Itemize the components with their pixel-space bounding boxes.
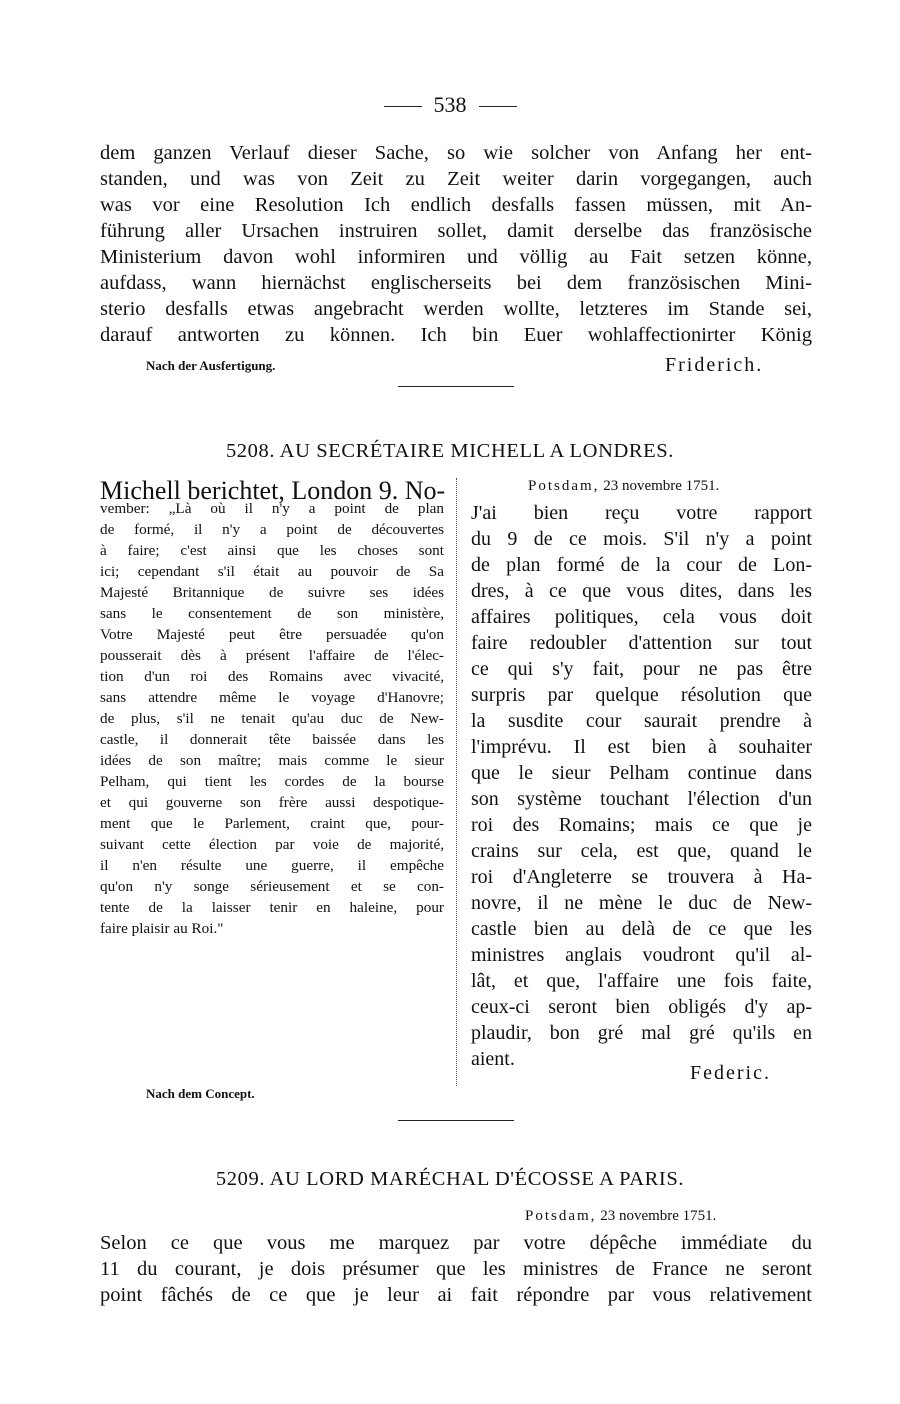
summary-line: suivant cette élection par voie de majorité,	[100, 836, 444, 853]
letter-line: ce qui s'y fait, pour ne pas être	[471, 658, 812, 680]
date-text: 23 novembre 1751.	[603, 478, 720, 494]
summary-line: faire plaisir au Roi."	[100, 920, 224, 937]
text-line: darauf antworten zu können. Ich bin Euer wohlaffectionirter König	[100, 324, 812, 346]
text-line: sterio desfalls etwas angebracht werden wollte, letzteres im Stande sei,	[100, 298, 812, 320]
letter-line: plaudir, bon gré mal gré qu'ils en	[471, 1022, 812, 1044]
summary-line: tion d'un roi des Romains avec vivacité,	[100, 668, 444, 685]
letter-line: la susdite cour saurait prendre à	[471, 710, 812, 732]
letter-line: lât, et que, l'affaire une fois faite,	[471, 970, 812, 992]
summary-line: idées de son maître; mais comme le sieur	[100, 752, 444, 769]
summary-line: Votre Majesté peut être persuadée qu'on	[100, 626, 444, 643]
summary-line: qu'on n'y songe sérieusement et se con-	[100, 878, 444, 895]
summary-line: il n'en résulte une guerre, il empêche	[100, 857, 444, 874]
text-line: standen, und was von Zeit zu Zeit weiter darin vorgegangen, auch	[100, 168, 812, 190]
date-line	[528, 478, 719, 495]
letter-line: faire redoubler d'attention sur tout	[471, 632, 812, 654]
letter-line: ceux-ci seront bien obligés d'y ap-	[471, 996, 812, 1018]
summary-line: vember: „Là où il n'y a point de plan	[100, 500, 444, 517]
date-line	[525, 1208, 716, 1225]
text-line: point fâchés de ce que je leur ai fait répondre par vous relativement	[100, 1284, 812, 1306]
letter-line: ministres anglais voudront qu'il al-	[471, 944, 812, 966]
summary-line: de formé, il n'y a point de découvertes	[100, 521, 444, 538]
letter-line: que le sieur Pelham continue dans	[471, 762, 812, 784]
summary-first-line: Michell berichtet, London 9. No-	[100, 476, 446, 505]
text-line: Selon ce que vous me marquez par votre dépêche immédiate du	[100, 1232, 812, 1254]
text-line: was vor eine Resolution Ich endlich desfalls fassen müssen, mit An-	[100, 194, 812, 216]
page-number-text: 538	[433, 92, 467, 117]
summary-line: ici; cependant s'il était au pouvoir de Sa	[100, 563, 444, 580]
text-line: führung aller Ursachen instruiren sollet, damit derselbe das französische	[100, 220, 812, 242]
letter-line: aient.	[471, 1048, 515, 1070]
signature: Federic.	[690, 1062, 771, 1084]
source-note: Nach der Ausfertigung.	[146, 358, 276, 373]
summary-line: de plus, s'il ne tenait qu'au duc de New-	[100, 710, 444, 727]
letter-line: roi des Romains; mais ce que je	[471, 814, 812, 836]
letter-line: novre, il ne mène le duc de New-	[471, 892, 812, 914]
date-place: Potsdam,	[528, 478, 600, 494]
summary-line: à faire; c'est ainsi que les choses sont	[100, 542, 444, 559]
letter-line: J'ai bien reçu votre rapport	[471, 502, 812, 524]
summary-line: tente de la laisser tenir en haleine, pour	[100, 899, 444, 916]
summary-line: pousserait dès à présent l'affaire de l'élec-	[100, 647, 444, 664]
section-divider	[398, 1120, 514, 1121]
letter-line: crains sur cela, est que, quand le	[471, 840, 812, 862]
summary-line: et qui gouverne son frère aussi despotique-	[100, 794, 444, 811]
letter-line: surpris par quelque résolution que	[471, 684, 812, 706]
date-place: Potsdam,	[525, 1208, 597, 1224]
summary-line: sans le consentement de son ministère,	[100, 605, 444, 622]
summary-line: Pelham, qui tient les cordes de la bourse	[100, 773, 444, 790]
letter-heading: 5208. AU SECRÉTAIRE MICHELL A LONDRES.	[225, 440, 675, 462]
letter-line: de plan formé de la cour de Lon-	[471, 554, 812, 576]
summary-line: Majesté Britannique de suivre ses idées	[100, 584, 444, 601]
letter-line: du 9 de ce mois. S'il n'y a point	[471, 528, 812, 550]
letter-line: son système touchant l'élection d'un	[471, 788, 812, 810]
column-divider	[456, 478, 457, 1086]
page-number-dash-left	[384, 106, 422, 107]
letter-line: l'imprévu. Il est bien à souhaiter	[471, 736, 812, 758]
letter-line: castle bien au delà de ce que les	[471, 918, 812, 940]
summary-line: castle, il donnerait tête baissée dans les	[100, 731, 444, 748]
page-number-dash-right	[479, 106, 517, 107]
text-line: 11 du courant, je dois présumer que les ministres de France ne seront	[100, 1258, 812, 1280]
signature: Friderich.	[665, 354, 764, 376]
text-line: aufdass, wann hiernächst englischerseits bei dem französischen Mini-	[100, 272, 812, 294]
text-line: dem ganzen Verlauf dieser Sache, so wie solcher von Anfang her ent-	[100, 142, 812, 164]
date-text: 23 novembre 1751.	[600, 1208, 717, 1224]
summary-line: sans attendre même le voyage d'Hanovre;	[100, 689, 444, 706]
page-number	[0, 92, 900, 118]
letter-line: roi d'Angleterre se trouvera à Ha-	[471, 866, 812, 888]
letter-line: affaires politiques, cela vous doit	[471, 606, 812, 628]
text-line: Ministerium davon wohl informiren und völlig au Fait setzen könne,	[100, 246, 812, 268]
section-divider	[398, 386, 514, 387]
summary-line: ment que le Parlement, craint que, pour-	[100, 815, 444, 832]
letter-line: dres, à ce que vous dites, dans les	[471, 580, 812, 602]
source-note: Nach dem Concept.	[146, 1086, 255, 1101]
letter-heading: 5209. AU LORD MARÉCHAL D'ÉCOSSE A PARIS.	[215, 1168, 685, 1190]
